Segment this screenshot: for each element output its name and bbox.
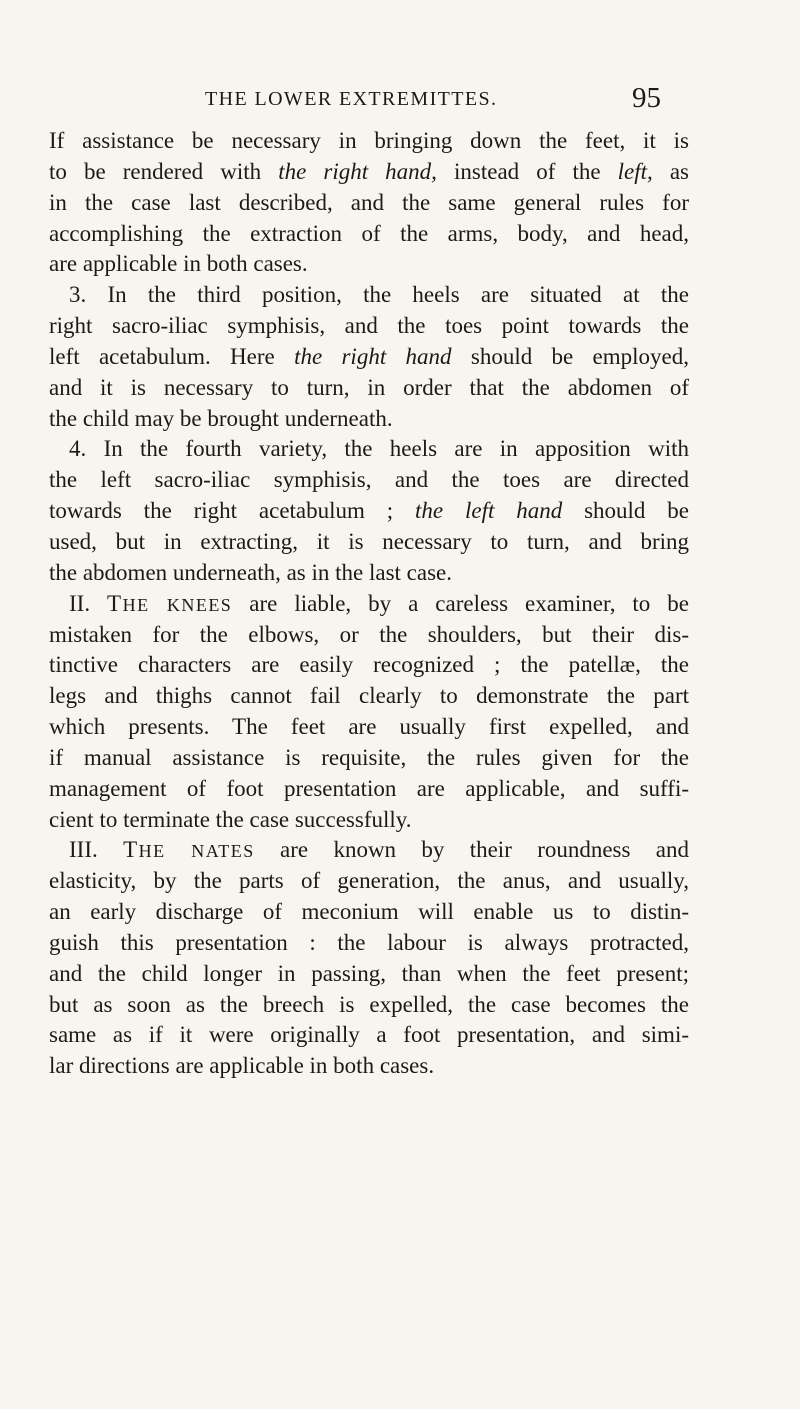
text-line: cient to terminate the case successfully. — [49, 806, 412, 832]
text-line — [49, 342, 689, 373]
text-line: and it is necessary to turn, in order that the abdomen of — [49, 374, 689, 400]
text-line: the abdomen underneath, as in the last case. — [49, 559, 452, 585]
running-head — [0, 84, 800, 114]
text-line: the left sacro-iliac symphisis, and the toes are directed — [49, 467, 689, 493]
small-caps-initial: T — [123, 837, 139, 863]
text-line — [49, 157, 689, 188]
text-span: left acetabulum. Here — [49, 343, 295, 369]
text-line: legs and thighs cannot fail clearly to demonstrate the part — [49, 683, 689, 709]
italic-phrase: the right hand, — [278, 158, 437, 184]
italic-phrase: left, — [617, 158, 653, 184]
text-line: right sacro-iliac symphisis, and the toes point towards the — [49, 313, 689, 339]
small-caps-heading — [107, 590, 233, 616]
text-span: III. — [69, 837, 124, 863]
text-line: elasticity, by the parts of generation, the anus, and usually, — [49, 868, 689, 894]
text-span: are liable, by a careless examiner, to be — [232, 590, 689, 616]
text-line: if manual assistance is requisite, the rules given for the — [49, 744, 689, 770]
paragraph-fourth-variety: 4. In the fourth variety, the heels are in apposition with — [69, 436, 689, 462]
text-span: should be — [562, 498, 689, 524]
text-span: II. — [69, 590, 108, 616]
text-span: should be employed, — [451, 343, 690, 369]
text-span: are known by their roundness and — [254, 837, 689, 863]
text-line: and the child longer in passing, than when the feet present; — [49, 960, 689, 986]
paragraph-knees — [49, 589, 689, 620]
text-line — [49, 496, 689, 527]
text-line: used, but in extracting, it is necessary to turn, and bring — [49, 528, 689, 554]
text-line: but as soon as the breech is expelled, the case becomes the — [49, 991, 689, 1017]
text-line: guish this presentation : the labour is always protracted, — [49, 929, 689, 955]
text-line: management of foot presentation are applicable, and suffi- — [49, 775, 689, 801]
text-span: towards the right acetabulum ; — [49, 498, 416, 524]
text-span: to be rendered with — [49, 158, 279, 184]
italic-phrase: the left hand — [415, 498, 563, 524]
paragraph-nates — [49, 835, 689, 866]
small-caps-heading — [123, 837, 255, 863]
running-title: THE LOWER EXTREMITTES. — [205, 88, 498, 110]
italic-phrase: the right hand — [294, 343, 452, 369]
text-line: are applicable in both cases. — [49, 251, 308, 277]
small-caps-rest: HE KNEES — [122, 594, 233, 615]
text-line: tinctive characters are easily recognized ; the patellæ, the — [49, 652, 689, 678]
text-line: an early discharge of meconium will enable us to distin- — [49, 899, 689, 925]
page-number: 95 — [632, 82, 661, 114]
text-span: as — [652, 158, 689, 184]
body-text — [49, 126, 689, 1082]
paragraph-third-position: 3. In the third position, the heels are situated at the — [69, 282, 689, 308]
text-span: instead of the — [436, 158, 618, 184]
text-line: accomplishing the extraction of the arms, body, and head, — [49, 220, 689, 246]
text-line: If assistance be necessary in bringing down the feet, it is — [49, 128, 689, 153]
small-caps-rest: HE NATES — [138, 841, 255, 862]
text-line: same as if it were originally a foot presentation, and simi- — [49, 1022, 689, 1048]
small-caps-initial: T — [107, 590, 123, 616]
text-line: lar directions are applicable in both cases. — [49, 1053, 435, 1079]
text-line: in the case last described, and the same general rules for — [49, 189, 689, 215]
text-line: mistaken for the elbows, or the shoulders, but their dis- — [49, 621, 689, 647]
text-line: which presents. The feet are usually first expelled, and — [49, 714, 689, 740]
text-line: the child may be brought underneath. — [49, 405, 393, 431]
